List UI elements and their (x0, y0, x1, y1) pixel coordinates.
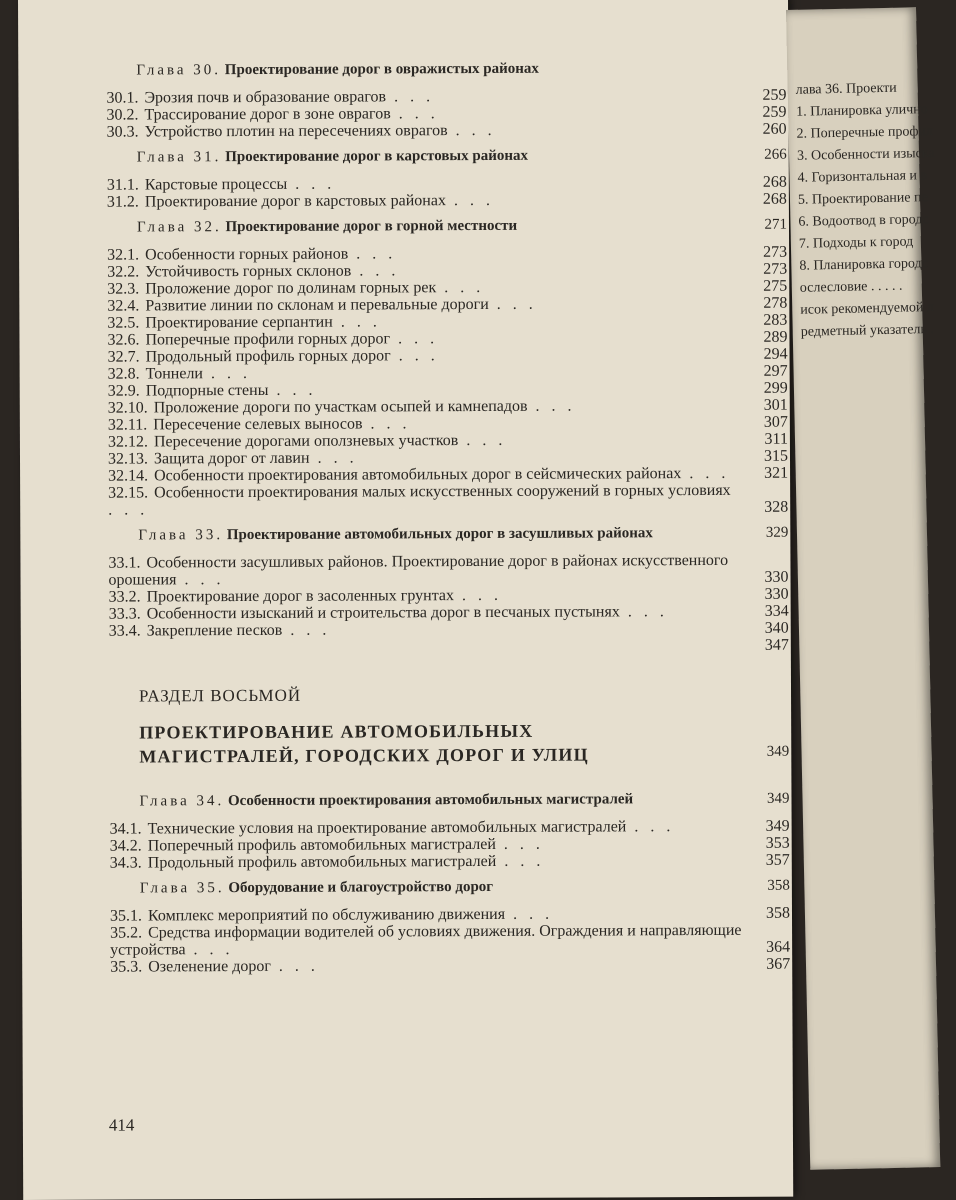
entry-number: 32.4. (107, 297, 140, 315)
entry-page: 357 (765, 851, 790, 869)
right-page-line: ослесловие . . . . . (799, 278, 903, 296)
right-page-line: исок рекомендуемой л (800, 299, 935, 318)
entry-number: 35.3. (110, 958, 143, 976)
entry-title: Пересечение селевых выносов (153, 415, 363, 434)
entry-number: 30.2. (106, 106, 139, 124)
entry-page: 353 (765, 834, 790, 852)
chapter-page: 271 (764, 216, 788, 233)
leader-dots: . . . (309, 449, 358, 467)
entry-title: Устройство плотин на пересечениях оврагов (144, 122, 448, 141)
leader-dots: . . . (626, 818, 675, 836)
entry-number: 35.2. (110, 924, 143, 942)
chapter-title: Особенности проектирования автомобильных магистралей (227, 791, 634, 810)
entry-title: Тоннели (145, 365, 204, 383)
leader-dots: . . . (496, 852, 545, 870)
leader-dots: . . . (681, 464, 730, 483)
entry-number: 32.3. (107, 280, 140, 298)
right-page-line: 6. Водоотвод в городс (798, 212, 929, 230)
entry-page: 328 (764, 498, 789, 516)
entry-page: 259 (762, 103, 787, 121)
leader-dots: . . . (351, 262, 400, 280)
leader-dots: . . . (332, 313, 381, 331)
entry-page: 273 (763, 243, 788, 261)
chapter-label: Глава 31. (136, 149, 222, 166)
entry-page: 275 (763, 277, 788, 295)
entry-page: 289 (763, 328, 788, 346)
entry-page: 259 (762, 86, 787, 104)
chapter-label: Глава 32. (136, 219, 222, 236)
right-page-line: 2. Поперечные профил (796, 123, 934, 142)
leader-dots: . . . (488, 295, 537, 313)
entry-page: 268 (762, 173, 787, 191)
entry-number: 32.2. (107, 263, 140, 281)
chapter-title: Проектирование автомобильных дорог в засушливых районах (226, 525, 653, 544)
right-page (786, 7, 940, 1169)
right-page-line: 7. Подходы к город (798, 234, 914, 252)
section-page: 349 (766, 743, 790, 760)
entry-title: Поперечный профиль автомобильных магистралей (147, 835, 496, 855)
leader-dots: . . . (447, 121, 496, 140)
toc-entry (108, 482, 788, 519)
toc-extra-page (109, 637, 789, 657)
chapter-heading (137, 146, 787, 167)
right-page-line: 8. Планировка городс (799, 256, 929, 274)
entry-page: 299 (763, 379, 788, 397)
entry-page: 364 (766, 938, 791, 956)
leader-dots: . . . (390, 330, 439, 348)
section-title-line-1: ПРОЕКТИРОВАНИЕ АВТОМОБИЛЬНЫХ (139, 720, 534, 743)
chapter-title: Проектирование дорог в овражистых районах (224, 60, 539, 79)
entry-page: 367 (766, 955, 791, 973)
toc-entry (108, 552, 788, 589)
chapter-heading (136, 59, 786, 80)
section-title (139, 718, 789, 769)
page-number: 414 (108, 1115, 135, 1135)
leader-dots: . . . (390, 105, 439, 123)
entry-number: 34.3. (109, 854, 142, 872)
entry-number: 30.3. (106, 123, 139, 141)
leader-dots: . . . (362, 415, 411, 433)
entry-page: 311 (764, 430, 788, 448)
leader-dots: . . . (436, 278, 485, 297)
leader-dots: . . . (268, 381, 317, 399)
entry-page: 268 (762, 190, 787, 208)
left-page (18, 0, 793, 1200)
chapter-title: Проектирование дорог в горной местности (225, 217, 518, 236)
chapter-title: Проектирование дорог в карстовых районах (225, 147, 529, 166)
chapter-heading (137, 216, 787, 237)
leader-dots: . . . (270, 957, 319, 975)
leader-dots: . . . (282, 621, 331, 639)
entry-title: Защита дорог от лавин (153, 449, 310, 468)
entry-number: 34.2. (109, 837, 142, 855)
entry-title: Особенности горных районов (145, 245, 349, 264)
entry-title: Эрозия почв и образование оврагов (144, 88, 387, 107)
right-page-line: 3. Особенности изыска (796, 145, 935, 164)
right-page-line: редметный указатель . (800, 321, 935, 340)
entry-title: Поперечные профили горных дорог (145, 330, 391, 349)
section-title-line-2: МАГИСТРАЛЕЙ, ГОРОДСКИХ ДОРОГ И УЛИЦ (139, 744, 589, 767)
entry-number: 32.10. (107, 399, 148, 417)
chapter-page: 329 (765, 524, 789, 541)
leader-dots: . . . (527, 397, 576, 415)
toc-content (106, 59, 790, 976)
entry-number: 32.1. (107, 246, 140, 264)
right-page-line: лава 36. Проекти (795, 80, 897, 98)
entry-page: 307 (763, 413, 788, 431)
entry-number: 32.11. (107, 416, 148, 434)
entry-title: Закрепление песков (146, 621, 283, 640)
leader-dots: . . . (348, 245, 397, 263)
entry-number: 33.3. (108, 605, 141, 623)
entry-title: Пересечение дорогами оползневых участков (153, 432, 459, 451)
entry-title: Технические условия на проектирование автомобильных магистралей (147, 818, 627, 838)
entry-title: Проложение дороги по участкам осыпей и камнепадов (153, 397, 528, 417)
chapter-label: Глава 34. (139, 793, 225, 810)
right-page-line: 5. Проектирование пе (797, 190, 928, 208)
entry-number: 33.4. (108, 622, 141, 640)
entry-title: Карстовые процессы (144, 175, 288, 194)
entry-number: 32.7. (107, 348, 140, 366)
entry-number: 32.8. (107, 365, 140, 383)
entry-title: Особенности засушливых районов. Проектирование дорог в районах искусственного орошения (108, 551, 729, 589)
entry-number: 31.1. (106, 176, 139, 194)
entry-number: 32.15. (108, 484, 149, 502)
entry-number: 32.9. (107, 382, 140, 400)
entry-page: 315 (763, 447, 789, 465)
leader-dots: . . . (185, 941, 234, 959)
entry-number: 34.1. (109, 820, 142, 838)
entry-number: 32.14. (108, 467, 149, 485)
leader-dots: . . . (458, 431, 507, 450)
entry-title: Проектирование серпантин (145, 313, 333, 332)
entry-title: Проектирование дорог в карстовых районах (144, 192, 446, 211)
entry-title: Трассирование дорог в зоне оврагов (144, 105, 391, 124)
toc-entry (110, 922, 790, 959)
right-page-line: 1. Планировка улично (795, 102, 928, 120)
leader-dots: . . . (390, 347, 439, 365)
entry-page: 330 (764, 585, 789, 603)
section-label: РАЗДЕЛ ВОСЬМОЙ (138, 685, 302, 706)
entry-page: 294 (763, 345, 788, 363)
leader-dots: . . . (287, 175, 336, 193)
leader-dots: . . . (495, 835, 544, 853)
chapter-heading (140, 877, 790, 898)
toc-entry (107, 191, 787, 211)
entry-title: Проектирование дорог в засоленных грунтах (146, 587, 455, 606)
entry-title: Особенности проектирования малых искусственных сооружений в горных условиях (154, 481, 731, 502)
leader-dots: . . . (176, 571, 225, 589)
chapter-heading (139, 790, 789, 811)
entry-page: 340 (764, 619, 789, 637)
entry-title: Средства информации водителей об условиях движения. Ограждения и направляющие устройства (110, 921, 742, 959)
chapter-page: 358 (767, 877, 790, 894)
leader-dots: . . . (108, 501, 149, 519)
toc-entry (107, 121, 787, 141)
entry-page: 349 (765, 817, 790, 835)
leader-dots: . . . (386, 88, 435, 106)
entry-page: 283 (763, 311, 788, 329)
entry-title: Подпорные стены (145, 381, 269, 400)
right-page-line: 4. Горизонтальная и в (797, 168, 928, 186)
entry-number: 32.6. (107, 331, 140, 349)
chapter-label: Глава 30. (136, 62, 222, 79)
chapter-title: Оборудование и благоустройство дорог (228, 878, 494, 897)
entry-number: 33.2. (108, 588, 141, 606)
entry-title: Особенности изысканий и строительства дорог в песчаных пустынях (146, 603, 620, 623)
entry-number: 33.1. (108, 554, 141, 572)
entry-page: 260 (762, 120, 787, 138)
entry-title: Продольный профиль горных дорог (145, 347, 391, 366)
entry-title: Озеленение дорог (148, 957, 271, 976)
entry-page: 334 (764, 602, 789, 620)
leader-dots: . . . (453, 586, 503, 605)
entry-number: 32.13. (107, 450, 149, 468)
entry-page: 358 (765, 904, 791, 922)
entry-page: 301 (763, 396, 788, 414)
entry-page: 273 (763, 260, 788, 278)
entry-number: 30.1. (106, 89, 139, 107)
entry-title: Продольный профиль автомобильных магистралей (147, 852, 497, 872)
chapter-label: Глава 33. (138, 527, 224, 544)
entry-number: 35.1. (109, 907, 143, 925)
chapter-label: Глава 35. (139, 880, 225, 897)
entry-page: 297 (763, 362, 788, 380)
entry-title: Комплекс мероприятий по обслуживанию движения (147, 905, 506, 925)
leader-dots: . . . (202, 364, 252, 383)
toc-entry (110, 956, 790, 976)
chapter-page: 349 (766, 790, 790, 807)
entry-page: 321 (764, 464, 789, 482)
leader-dots: . . . (445, 191, 494, 210)
entry-page: 278 (763, 294, 788, 312)
entry-title: Особенности проектирования автомобильных дорог в сейсмических районах (154, 465, 682, 485)
leader-dots: . . . (619, 603, 668, 621)
entry-number: 31.2. (106, 193, 139, 211)
entry-title: Развитие линии по склонам и перевальные дороги (145, 295, 489, 315)
toc-entry (110, 852, 790, 872)
chapter-heading (138, 524, 788, 545)
entry-number: 32.5. (107, 314, 140, 332)
entry-page: 330 (764, 568, 789, 586)
chapter-page: 266 (764, 146, 787, 163)
entry-title: Проложение дорог по долинам горных рек (145, 279, 437, 298)
entry-title: Устойчивость горных склонов (145, 262, 352, 281)
entry-number: 32.12. (107, 433, 148, 451)
leader-dots: . . . (505, 905, 554, 923)
entry-page: 347 (764, 636, 789, 654)
